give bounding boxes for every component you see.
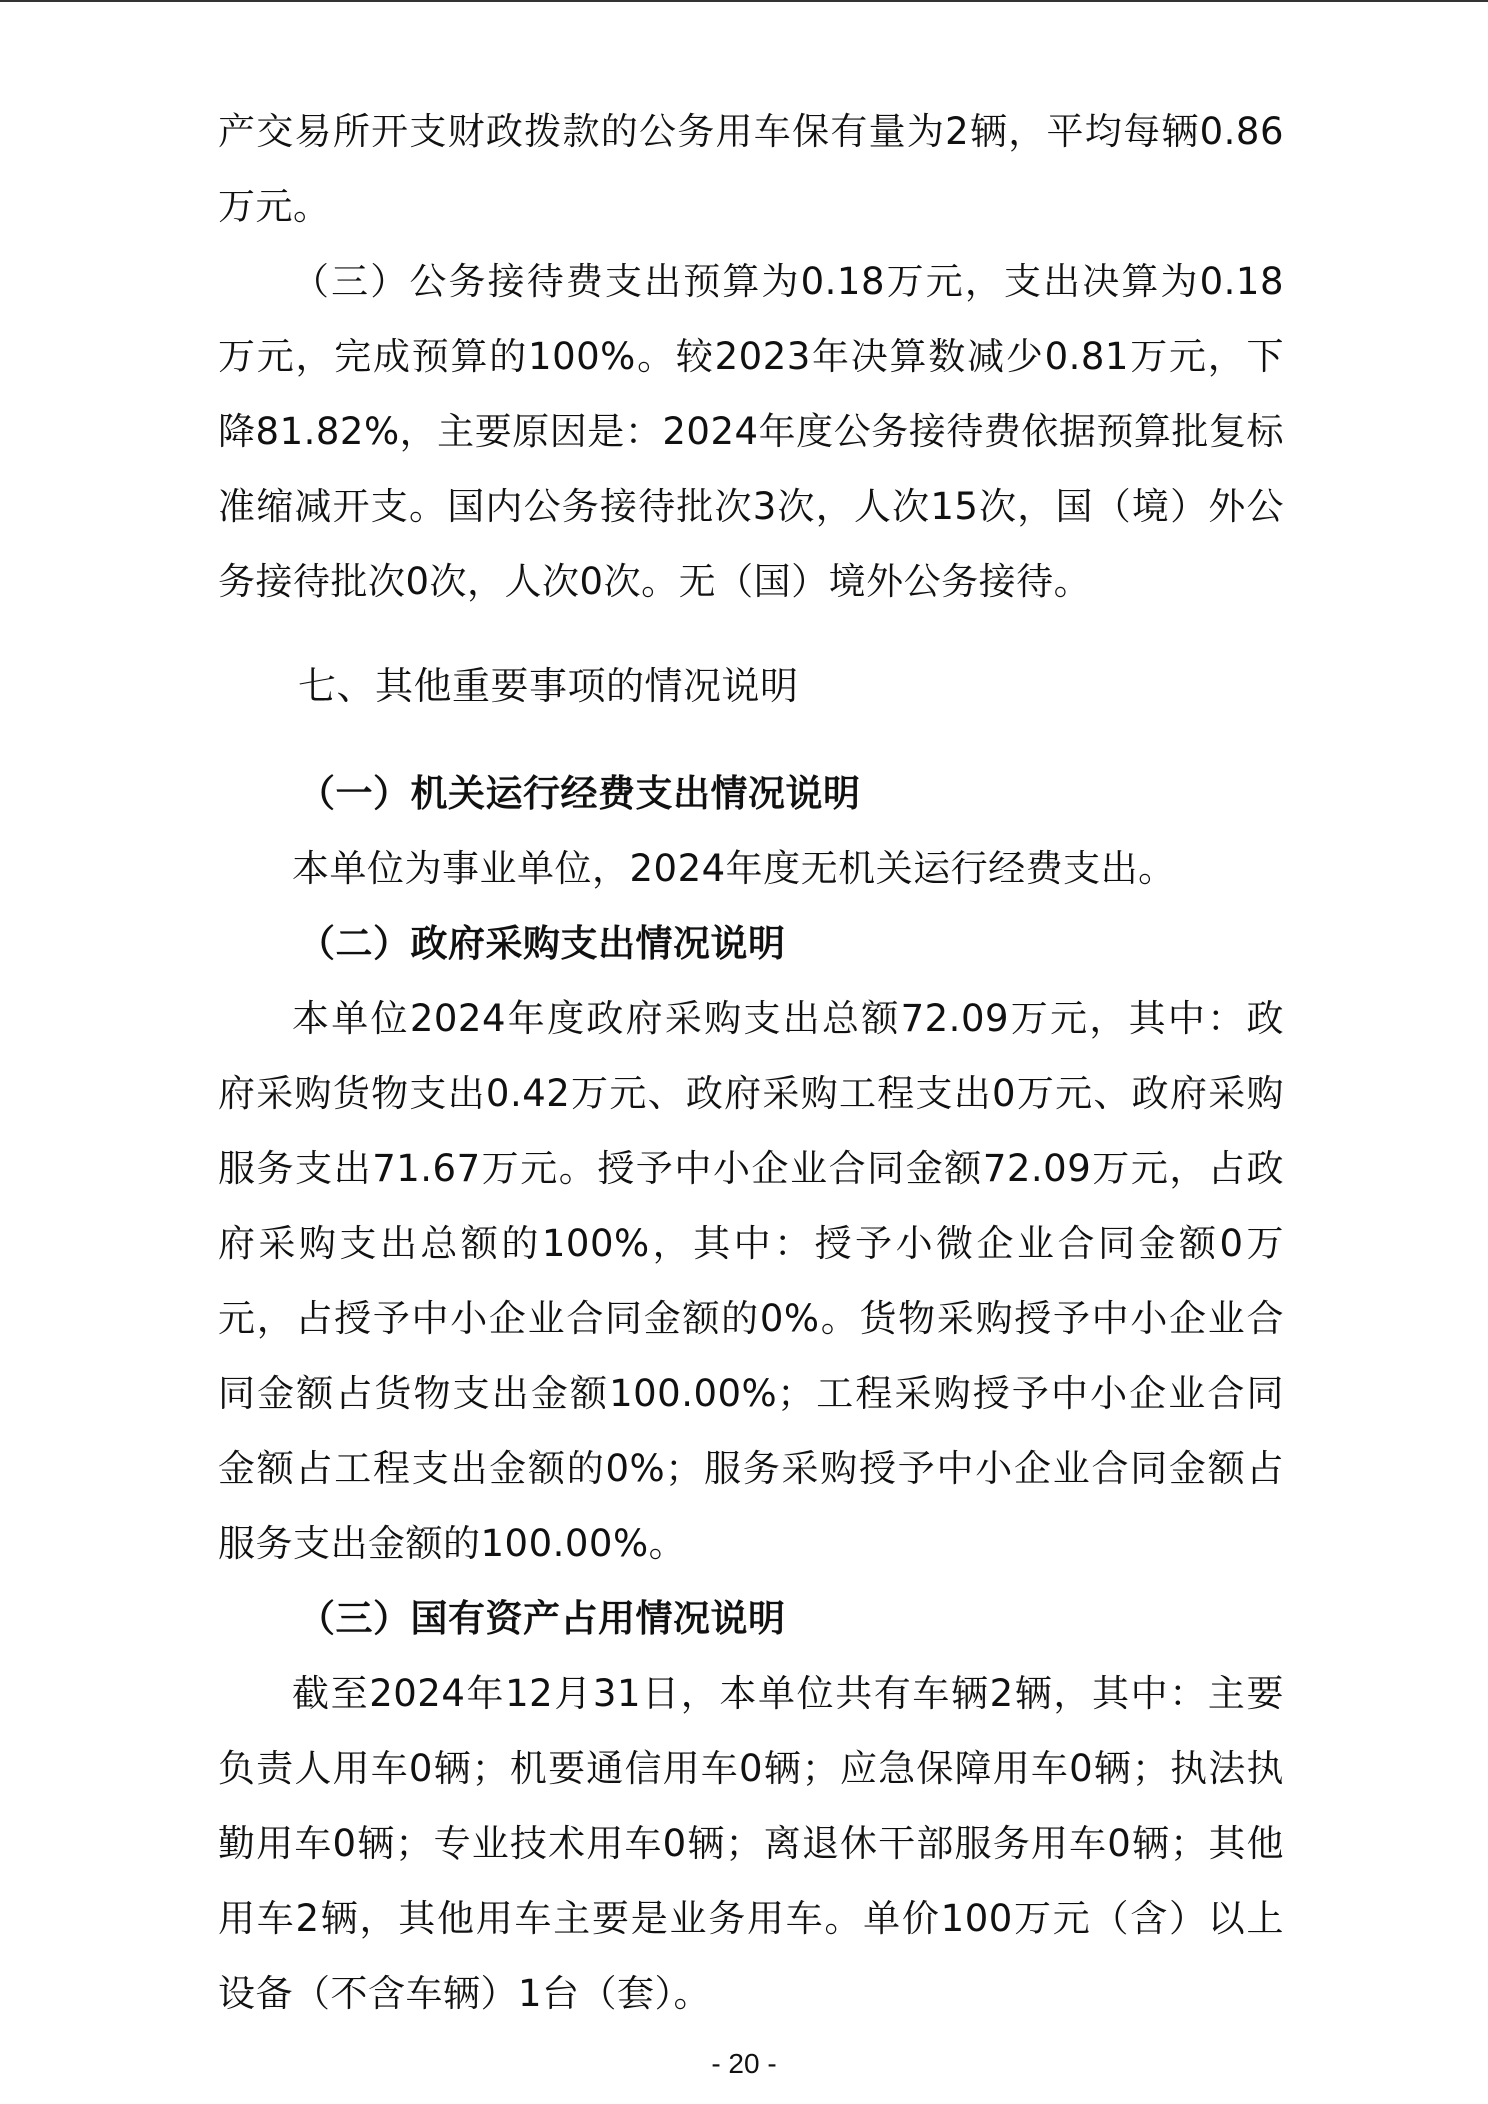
section-heading-other-matters: 七、其他重要事项的情况说明	[298, 664, 799, 708]
page-number: - 20 -	[711, 2048, 777, 2079]
subheading-operating-expenses: （一）机关运行经费支出情况说明	[298, 772, 861, 815]
paragraph-operating-expenses: 本单位为事业单位，2024年度无机关运行经费支出。	[292, 847, 1176, 890]
page-content	[218, 94, 1284, 2031]
paragraph-government-procurement: 本单位2024年度政府采购支出总额72.09万元，其中：政府采购货物支出0.42万元、政府采购工程支出0万元、政府采购服务支出71.67万元。授予中小企业合同金额72.09万元，占政府采购支出总额的100%，其中：授予小微企业合同金额0万元，占授予中小企业合同金额的0%。货物采购授予中小企业合同金额占货物支出金额100.00%；工程采购授予中小企业合同金额占工程支出金额的0%；服务采购授予中小企业合同金额占服务支出金额的100.00%。	[218, 997, 1284, 1565]
paragraph-state-assets: 截至2024年12月31日，本单位共有车辆2辆，其中：主要负责人用车0辆；机要通信用车0辆；应急保障用车0辆；执法执勤用车0辆；专业技术用车0辆；离退休干部服务用车0辆；其他用车2辆，其他用车主要是业务用车。单价100万元（含）以上设备（不含车辆）1台（套）。	[218, 1672, 1284, 2015]
subheading-state-assets: （三）国有资产占用情况说明	[298, 1597, 786, 1640]
subheading-government-procurement: （二）政府采购支出情况说明	[298, 922, 786, 965]
paragraph-vehicle-summary: 产交易所开支财政拨款的公务用车保有量为2辆，平均每辆0.86万元。	[218, 110, 1284, 228]
paragraph-reception-expenses: （三）公务接待费支出预算为0.18万元，支出决算为0.18万元，完成预算的100%。较2023年决算数减少0.81万元，下降81.82%，主要原因是：2024年度公务接待费依据预算批复标准缩减开支。国内公务接待批次3次，人次15次，国（境）外公务接待批次0次，人次0次。无（国）境外公务接待。	[218, 260, 1284, 603]
